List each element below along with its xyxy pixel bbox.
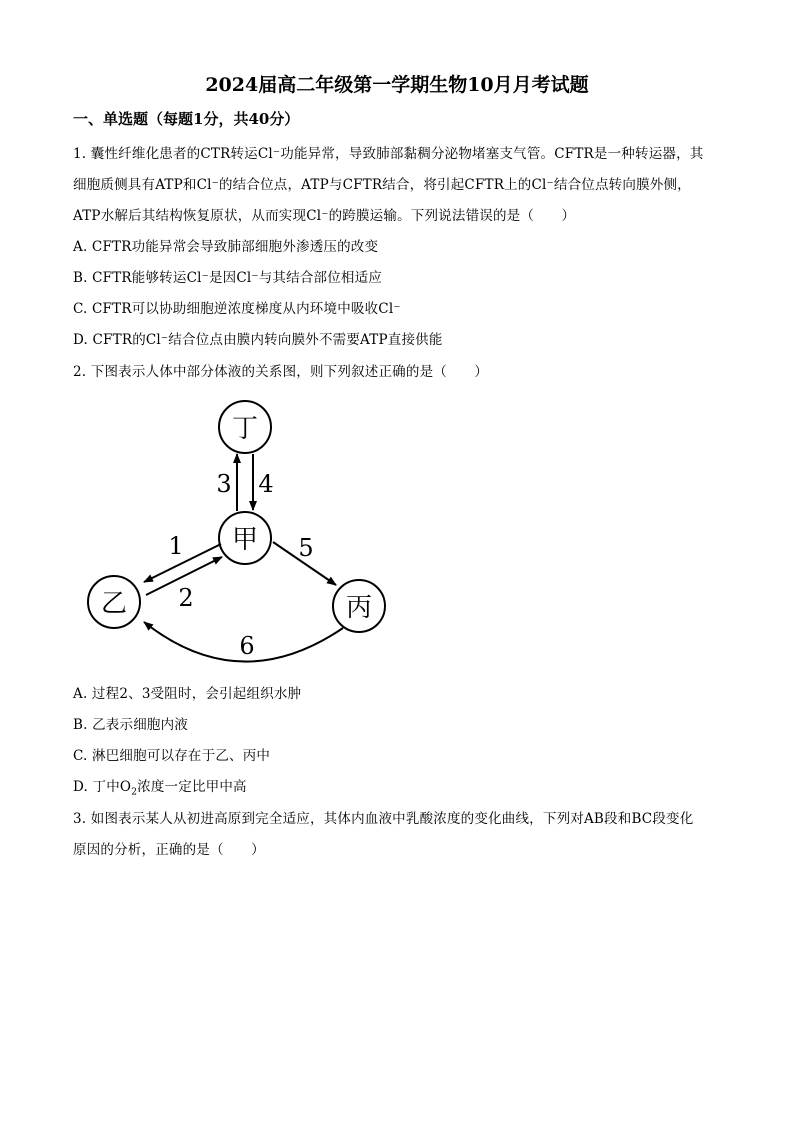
q1-stem-line3: ATP水解后其结构恢复原状，从而实现Cl⁻的跨膜运输。下列说法错误的是（ ） [73, 208, 576, 224]
q2-option-d-sub: 2 [131, 787, 138, 798]
q1-option-c: C. CFTR可以协助细胞逆浓度梯度从内环境中吸收Cl⁻ [73, 301, 401, 317]
q2-option-d-post: 浓度一定比甲中高 [137, 779, 247, 795]
arrow-label-6: 6 [239, 632, 255, 660]
exam-title: 2024届高二年级第一学期生物10月月考试题 [205, 74, 589, 96]
node-jia-label: 甲 [231, 525, 259, 555]
node-yi [88, 576, 140, 628]
q3-stem-line1: 3. 如图表示某人从初进高原到完全适应，其体内血液中乳酸浓度的变化曲线，下列对AB段和BC段变化 [73, 811, 694, 827]
q2-stem: 2. 下图表示人体中部分体液的关系图，则下列叙述正确的是（ ） [73, 364, 489, 380]
q1-option-d: D. CFTR的Cl⁻结合位点由膜内转向膜外不需要ATP直接供能 [73, 332, 443, 348]
q1-option-a: A. CFTR功能异常会导致肺部细胞外渗透压的改变 [73, 239, 379, 255]
q1-stem-line2: 细胞质侧具有ATP和Cl⁻的结合位点，ATP与CFTR结合，将引起CFTR上的Cl⁻结合位点转向膜外侧， [73, 177, 691, 193]
node-ding [219, 401, 271, 453]
arrow-label-5: 5 [298, 534, 314, 562]
node-ding-label: 丁 [231, 414, 259, 444]
q3-stem-line2: 原因的分析，正确的是（ ） [73, 842, 265, 858]
arrow-label-1: 1 [168, 532, 184, 560]
q2-option-d [73, 775, 247, 798]
q2-option-a: A. 过程2、3受阻时，会引起组织水肿 [73, 686, 302, 702]
arrow-label-3: 3 [216, 470, 232, 498]
node-jia [219, 512, 271, 564]
arrow-label-2: 2 [178, 584, 194, 612]
node-bing-label: 丙 [345, 593, 373, 623]
body-fluid-diagram [80, 392, 400, 672]
q1-option-b: B. CFTR能够转运Cl⁻是因Cl⁻与其结合部位相适应 [73, 270, 383, 286]
section-heading: 一、单选题（每题1分，共40分） [73, 110, 300, 128]
arrow-label-4: 4 [258, 470, 274, 498]
q1-stem-line1: 1. 囊性纤维化患者的CTR转运Cl⁻功能异常，导致肺部黏稠分泌物堵塞支气管。CFTR是一种转运器，其 [73, 146, 704, 162]
node-yi-label: 乙 [100, 589, 128, 619]
node-bing [333, 580, 385, 632]
q2-option-b: B. 乙表示细胞内液 [73, 717, 189, 733]
q2-option-c: C. 淋巴细胞可以存在于乙、丙中 [73, 748, 271, 764]
q2-option-d-pre: D. 丁中O [73, 779, 132, 795]
